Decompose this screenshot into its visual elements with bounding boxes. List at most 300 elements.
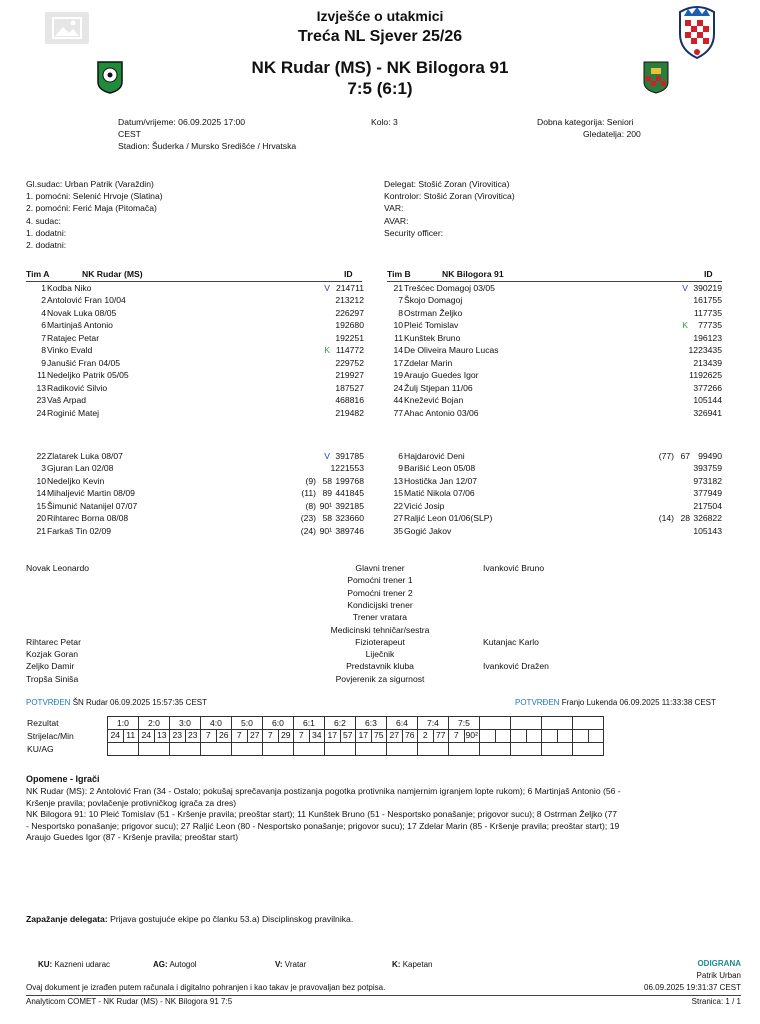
player-number: 3: [41, 463, 46, 474]
scorer-number: 7: [201, 730, 217, 742]
spectators: Gledatelja: 200: [583, 129, 641, 139]
legend-ag: [153, 960, 197, 970]
player-name: Nedeljko Patrik 05/05: [47, 370, 129, 381]
scorer-number: 27: [387, 730, 403, 742]
player-id: 226297: [335, 307, 364, 318]
player-id: 1223435: [688, 345, 722, 356]
player-name: Kunštek Bruno: [404, 332, 461, 343]
match-round: Kolo: 3: [371, 117, 398, 127]
player-number: 10: [36, 475, 46, 486]
player-number: 8: [41, 345, 46, 356]
legend-v: [275, 960, 306, 970]
warning-line: NK Bilogora 91: 10 Pleić Tomislav (51 - Kršenje pravila; preoštar start); 11 Kunštek Bruno (51 - Nesportsko ponašanje; prigovor sucu); 8 Ostrman Željko (77: [26, 809, 618, 820]
player-row: [0, 513, 760, 526]
staff-team-b: Ivanković Bruno: [483, 563, 545, 573]
legend-k: [392, 960, 433, 970]
player-number: 22: [36, 451, 46, 461]
match-score: 7:5 (6:1): [347, 79, 413, 98]
player-name: Trešćec Domagoj 03/05: [404, 283, 495, 293]
player-name: Ratajec Petar: [47, 332, 100, 343]
player-id: 1192625: [689, 370, 722, 381]
scorer-row: [26, 730, 604, 743]
delegate-note-text: Prijava gostujuće ekipe po članku 53.a) Disciplinskog pravilnika.: [110, 914, 354, 924]
result-cell: 3:0: [170, 717, 201, 730]
scorer-number: [480, 730, 496, 742]
scorer-cell: [511, 730, 542, 743]
warning-line: Kršenje pravila; povlačenje protivničkog igrača za dres): [26, 797, 237, 808]
staff-role: Kondicijski trener: [347, 599, 413, 610]
warning-line: Araujo Guedes Igor (87 - Kršenje pravila; preoštar start): [26, 832, 239, 843]
away-confirmation-text: Franjo Lukenda 06.09.2025 11:33:38 CEST: [561, 698, 716, 707]
scorer-number: 24: [139, 730, 155, 742]
staff-role: Predstavnik kluba: [346, 661, 414, 672]
player-number: 27: [393, 513, 403, 524]
player-row: [0, 283, 760, 296]
staff-team-a: Novak Leonardo: [26, 563, 90, 573]
player-id: 323660: [335, 513, 364, 524]
official-line: Delegat: Stošić Zoran (Virovitica): [384, 179, 510, 189]
legend-ag-text: Autogol: [169, 960, 197, 969]
warnings-title: Opomene - Igrači: [26, 774, 100, 784]
player-mark: V: [682, 283, 688, 293]
player-number: 10: [393, 320, 403, 331]
player-id: 326941: [693, 407, 722, 418]
result-cell: 6:1: [294, 717, 325, 730]
result-cell: 6:4: [387, 717, 418, 730]
staff-team-b: Ivanković Dražen: [483, 661, 549, 672]
player-id: 1221553: [330, 463, 364, 474]
official-line: Gl.sudac: Urban Patrik (Varaždin): [26, 179, 154, 189]
result-cell: 2:0: [139, 717, 170, 730]
player-row: [0, 345, 760, 358]
player-name: Farkaš Tin 02/09: [47, 525, 112, 536]
scorer-cell: [573, 730, 604, 743]
scorer-minute: [589, 730, 604, 742]
legend-ku-key: KU:: [38, 960, 53, 969]
player-name: Zlatarek Luka 08/07: [47, 451, 123, 461]
player-minute: 28: [680, 513, 690, 524]
staff-role: Liječnik: [365, 649, 395, 660]
scorer-number: [511, 730, 527, 742]
player-number: 21: [36, 525, 46, 536]
player-row: [0, 526, 760, 539]
player-id: 229752: [335, 357, 364, 368]
scorer-number: [542, 730, 558, 742]
player-number: 11: [394, 332, 403, 343]
scorer-number: 7: [449, 730, 465, 742]
legend-ku: [38, 960, 110, 970]
player-mark: (8): [305, 500, 316, 511]
player-number: 1: [41, 283, 46, 293]
player-number: 6: [398, 451, 403, 461]
ku-ag-cell: [294, 743, 325, 756]
team-b-label: Tim B: [387, 269, 411, 279]
player-row: [0, 488, 760, 501]
scorer-number: 7: [232, 730, 248, 742]
player-id: 199768: [335, 475, 364, 486]
player-name: Pleić Tomislav: [404, 320, 459, 331]
official-line: 1. pomoćni: Selenić Hrvoje (Slatina): [26, 191, 163, 202]
player-row: [0, 451, 760, 464]
player-minute: 58: [322, 475, 332, 486]
staff-role: Trener vratara: [352, 612, 408, 623]
delegate-note: [26, 914, 353, 925]
player-row: [0, 463, 760, 476]
scorer-cell: [325, 730, 356, 743]
ku-ag-cell: [356, 743, 387, 756]
scorer-minute: [558, 730, 573, 742]
player-minute: 67: [680, 451, 690, 461]
player-mark: V: [324, 451, 330, 461]
player-id: 393759: [693, 463, 722, 474]
player-name: Mihaljević Martin 08/09: [47, 488, 135, 499]
ku-ag-cell: [573, 743, 604, 756]
ku-ag-cell: [418, 743, 449, 756]
team-a-id-header: ID: [344, 269, 353, 279]
league-title: Treća NL Sjever 25/26: [297, 28, 463, 45]
player-row: [0, 501, 760, 514]
official-line: 2. dodatni:: [26, 240, 67, 250]
match-timezone: CEST: [118, 129, 141, 139]
ku-ag-cell: [325, 743, 356, 756]
player-number: 15: [393, 488, 403, 499]
age-category: Dobna kategorija: Seniori: [537, 117, 634, 127]
player-name: De Oliveira Mauro Lucas: [404, 345, 499, 356]
disclaimer: Ovaj dokument je izrađen putem računala i digitalno pohranjen i kao takav je pravovaljan bez potpisa.: [26, 983, 386, 992]
ku-ag-cell: [449, 743, 480, 756]
report-title: Izvješće o utakmici: [316, 8, 444, 24]
staff-role: Povjerenik za sigurnost: [335, 673, 425, 684]
player-number: 24: [393, 382, 403, 393]
player-mark: (11): [301, 488, 316, 499]
ku-ag-row: [26, 743, 604, 756]
player-number: 11: [37, 370, 46, 381]
result-row: [26, 717, 604, 730]
player-name: Vinko Evald: [47, 345, 93, 356]
player-minute: 89: [322, 488, 332, 499]
player-id: 161755: [693, 295, 722, 306]
result-cell: 1:0: [108, 717, 139, 730]
player-mark: K: [682, 320, 688, 331]
player-number: 19: [393, 370, 403, 381]
scorer-minute: 75: [373, 730, 384, 740]
scorer-minute: 23: [187, 730, 198, 740]
player-mark: (23): [300, 513, 316, 524]
scorer-cell: [139, 730, 170, 743]
warning-line: - Nesportsko ponašanje; prigovor sucu); 27 Raljić Leon (80 - Nesportsko ponašanje; prigovor sucu); 17 Zdelar Marin (85 - Kršenje pravila; preoštar start); 19: [26, 820, 620, 831]
player-id: 441845: [335, 488, 364, 499]
staff-team-a: Zeljko Damir: [26, 661, 75, 672]
result-cell: 5:0: [232, 717, 263, 730]
player-name: Škojo Domagoj: [404, 295, 463, 306]
player-number: 9: [398, 463, 403, 474]
ku-ag-cell: [108, 743, 139, 756]
player-number: 7: [398, 295, 403, 306]
legend-k-text: Kapetan: [402, 960, 433, 969]
scorer-cell: [542, 730, 573, 743]
player-number: 21: [393, 283, 403, 293]
ku-ag-cell: [139, 743, 170, 756]
player-row: [0, 333, 760, 346]
player-name: Radiković Silvio: [47, 382, 108, 393]
scorer-minute: 57: [342, 730, 353, 740]
scorer-minute: 76: [404, 730, 415, 740]
scorer-number: 17: [356, 730, 372, 742]
player-name: Janušić Fran 04/05: [47, 357, 121, 368]
staff-role: Fizioterapeut: [355, 636, 405, 647]
player-id: 192680: [335, 320, 364, 331]
ku-ag-cell: [232, 743, 263, 756]
official-line: 2. pomoćni: Ferić Maja (Pitomača): [26, 203, 157, 214]
scorer-cell: [449, 730, 480, 743]
scorer-number: 2: [418, 730, 434, 742]
home-confirmation-text: ŠN Rudar 06.09.2025 15:57:35 CEST: [72, 698, 207, 707]
player-id: 117735: [693, 307, 722, 318]
match-status: ODIGRANA: [697, 959, 741, 968]
player-mark: (9): [305, 475, 316, 486]
scorer-cell: [232, 730, 263, 743]
scorer-minute: [496, 730, 511, 742]
player-name: Gogić Jakov: [404, 525, 452, 536]
player-id: 468816: [335, 395, 364, 406]
scorer-minute: 26: [218, 730, 229, 740]
legend-v-text: Vratar: [284, 960, 307, 969]
result-cell: 7:4: [418, 717, 449, 730]
scorer-number: 24: [108, 730, 124, 742]
player-row: [0, 408, 760, 421]
scorer-cell: [356, 730, 387, 743]
player-name: Roginić Matej: [47, 407, 100, 418]
player-id: 196123: [693, 332, 722, 343]
player-row: [0, 383, 760, 396]
scorer-number: 7: [294, 730, 310, 742]
scorer-cell: [201, 730, 232, 743]
ku-ag-cell: [201, 743, 232, 756]
player-id: 392185: [335, 500, 364, 511]
player-number: 17: [393, 357, 403, 368]
player-name: Hajdarović Deni: [404, 451, 465, 461]
staff-team-a: Kozjak Goran: [26, 649, 79, 660]
row-label: KU/AG: [27, 743, 54, 754]
legend-k-key: K:: [392, 960, 401, 969]
player-number: 22: [393, 500, 403, 511]
match-stadium: Stadion: Šuderka / Mursko Središće / Hrvatska: [118, 141, 297, 151]
away-confirmation-status: POTVRĐEN: [515, 698, 560, 707]
official-line: 1. dodatni:: [26, 227, 67, 238]
player-number: 13: [393, 475, 403, 486]
scorer-cell: [480, 730, 511, 743]
player-row: [0, 476, 760, 489]
player-number: 2: [41, 295, 46, 306]
player-number: 13: [36, 382, 46, 393]
staff-role: Pomoćni trener 2: [347, 587, 413, 598]
staff-role: Medicinski tehničar/sestra: [330, 624, 430, 635]
staff-team-b: Kutanjac Karlo: [483, 636, 539, 647]
player-id: 213212: [335, 295, 364, 306]
staff-team-a: Tropša Siniša: [26, 673, 79, 684]
warning-line: NK Rudar (MS): 2 Antolović Fran (34 - Ostalo; pokušaj sprečavanja postizanja pogotka protivnika namjernim igranjem lopte rukom); 6 Martinjaš Antonio (56 -: [26, 786, 621, 796]
player-id: 377266: [693, 382, 722, 393]
player-id: 192251: [335, 332, 364, 343]
player-name: Knežević Bojan: [404, 395, 464, 406]
result-cell: 6:2: [325, 717, 356, 730]
federation-crest-icon: [676, 2, 718, 60]
player-number: 44: [393, 395, 403, 406]
player-name: Hostička Jan 12/07: [404, 475, 478, 486]
player-number: 24: [36, 407, 46, 418]
result-cell: 7:5: [449, 717, 480, 730]
player-id: 99490: [698, 451, 722, 461]
scorer-minute: 27: [249, 730, 260, 740]
staff-team-a: Rihtarec Petar: [26, 636, 81, 647]
row-label: Rezultat: [27, 717, 59, 728]
staff-role: Glavni trener: [355, 563, 405, 573]
scorer-minute: 29: [280, 730, 291, 740]
player-row: [0, 358, 760, 371]
staff-role: Pomoćni trener 1: [347, 575, 413, 586]
result-cell: 6:3: [356, 717, 387, 730]
team-b-name: NK Bilogora 91: [442, 269, 504, 279]
player-id: 219927: [335, 370, 364, 381]
player-number: 35: [393, 525, 403, 536]
player-minute: 90¹: [319, 525, 332, 536]
official-line: Kontrolor: Stošić Zoran (Virovitica): [384, 191, 515, 202]
official-line: AVAR:: [384, 215, 409, 226]
delegate-note-label: Zapažanje delegata:: [26, 914, 108, 924]
player-number: 20: [36, 513, 46, 524]
legend-ku-text: Kazneni udarac: [54, 960, 111, 969]
player-row: [0, 308, 760, 321]
official-line: Security officer:: [384, 227, 444, 238]
match-title: NK Rudar (MS) - NK Bilogora 91: [251, 58, 509, 77]
player-id: 214711: [335, 283, 364, 293]
player-number: 7: [41, 332, 46, 343]
scorer-cell: [387, 730, 418, 743]
player-name: Rihtarec Borna 08/08: [47, 513, 129, 524]
player-row: [0, 395, 760, 408]
ku-ag-cell: [511, 743, 542, 756]
signed-by: Patrik Urban: [696, 971, 741, 980]
player-name: Kodba Niko: [47, 283, 92, 293]
player-name: Vaš Arpad: [47, 395, 87, 406]
player-name: Barišić Leon 05/08: [404, 463, 476, 474]
player-number: 4: [41, 307, 46, 318]
page-number: Stranica: 1 / 1: [691, 997, 741, 1006]
player-name: Raljić Leon 01/06(SLP): [404, 513, 493, 524]
player-id: 391785: [335, 451, 364, 461]
player-mark: V: [324, 283, 330, 293]
player-id: 114772: [335, 345, 364, 356]
result-cell: [511, 717, 542, 730]
player-number: 8: [398, 307, 403, 318]
goals-table: [26, 716, 604, 756]
home-confirmation: [26, 698, 207, 708]
ku-ag-cell: [170, 743, 201, 756]
player-number: 15: [36, 500, 46, 511]
player-name: Ostrman Željko: [404, 307, 463, 318]
player-name: Martinjaš Antonio: [47, 320, 113, 331]
player-id: 105143: [693, 525, 722, 536]
player-name: Vicić Josip: [404, 500, 445, 511]
official-line: 4. sudac:: [26, 215, 61, 226]
scorer-number: [573, 730, 589, 742]
player-mark: (14): [658, 513, 674, 524]
result-cell: [542, 717, 573, 730]
scorer-minute: 77: [435, 730, 446, 740]
scorer-number: 23: [170, 730, 186, 742]
scorer-cell: [263, 730, 294, 743]
player-minute: 90¹: [319, 500, 332, 511]
ku-ag-cell: [263, 743, 294, 756]
scorer-cell: [170, 730, 201, 743]
player-number: 9: [41, 357, 46, 368]
player-id: 213439: [693, 357, 722, 368]
scorer-number: 7: [263, 730, 279, 742]
scorer-minute: 90²: [465, 730, 478, 740]
scorer-number: 17: [325, 730, 341, 742]
player-number: 14: [36, 488, 46, 499]
player-id: 77735: [698, 320, 722, 331]
player-name: Zdelar Marin: [404, 357, 453, 368]
player-id: 377949: [693, 488, 722, 499]
away-club-logo-icon: [642, 60, 670, 94]
signed-at: 06.09.2025 19:31:37 CEST: [644, 983, 741, 992]
team-a-label: Tim A: [26, 269, 50, 279]
home-club-logo-icon: [96, 60, 124, 94]
legend-v-key: V:: [275, 960, 283, 969]
player-id: 187527: [335, 382, 364, 393]
player-number: 23: [36, 395, 46, 406]
player-id: 326822: [693, 513, 722, 524]
team-a-name: NK Rudar (MS): [82, 269, 143, 279]
result-cell: [573, 717, 604, 730]
player-name: Gjuran Lan 02/08: [47, 463, 114, 474]
player-name: Šimunić Natanijel 07/07: [47, 500, 138, 511]
scorer-cell: [418, 730, 449, 743]
ku-ag-cell: [542, 743, 573, 756]
official-line: VAR:: [384, 203, 404, 214]
scorer-cell: [108, 730, 139, 743]
player-row: [0, 370, 760, 383]
legend-ag-key: AG:: [153, 960, 168, 969]
player-id: 219482: [335, 407, 364, 418]
home-confirmation-status: POTVRĐEN: [26, 698, 71, 707]
player-name: Antolović Fran 10/04: [47, 295, 126, 306]
match-datetime: Datum/vrijeme: 06.09.2025 17:00: [118, 117, 246, 127]
footer-app: Analyticom COMET - NK Rudar (MS) - NK Bilogora 91 7:5: [26, 997, 233, 1006]
player-row: [0, 295, 760, 308]
scorer-minute: 11: [126, 730, 136, 740]
player-name: Žulj Stjepan 11/06: [404, 382, 473, 393]
away-confirmation: [515, 698, 716, 708]
player-minute: 58: [322, 513, 332, 524]
player-name: Nedeljko Kevin: [47, 475, 105, 486]
player-row: [0, 320, 760, 333]
scorer-cell: [294, 730, 325, 743]
ku-ag-cell: [387, 743, 418, 756]
player-number: 6: [41, 320, 46, 331]
row-label: Strijelac/Min: [27, 730, 74, 741]
player-name: Novak Luka 08/05: [47, 307, 117, 318]
player-id: 389746: [335, 525, 364, 536]
player-mark: (77): [658, 451, 674, 461]
team-b-id-header: ID: [704, 269, 713, 279]
scorer-minute: 13: [156, 730, 167, 740]
result-cell: [480, 717, 511, 730]
player-name: Ahac Antonio 03/06: [404, 407, 479, 418]
player-id: 973182: [693, 475, 722, 486]
result-cell: 6:0: [263, 717, 294, 730]
